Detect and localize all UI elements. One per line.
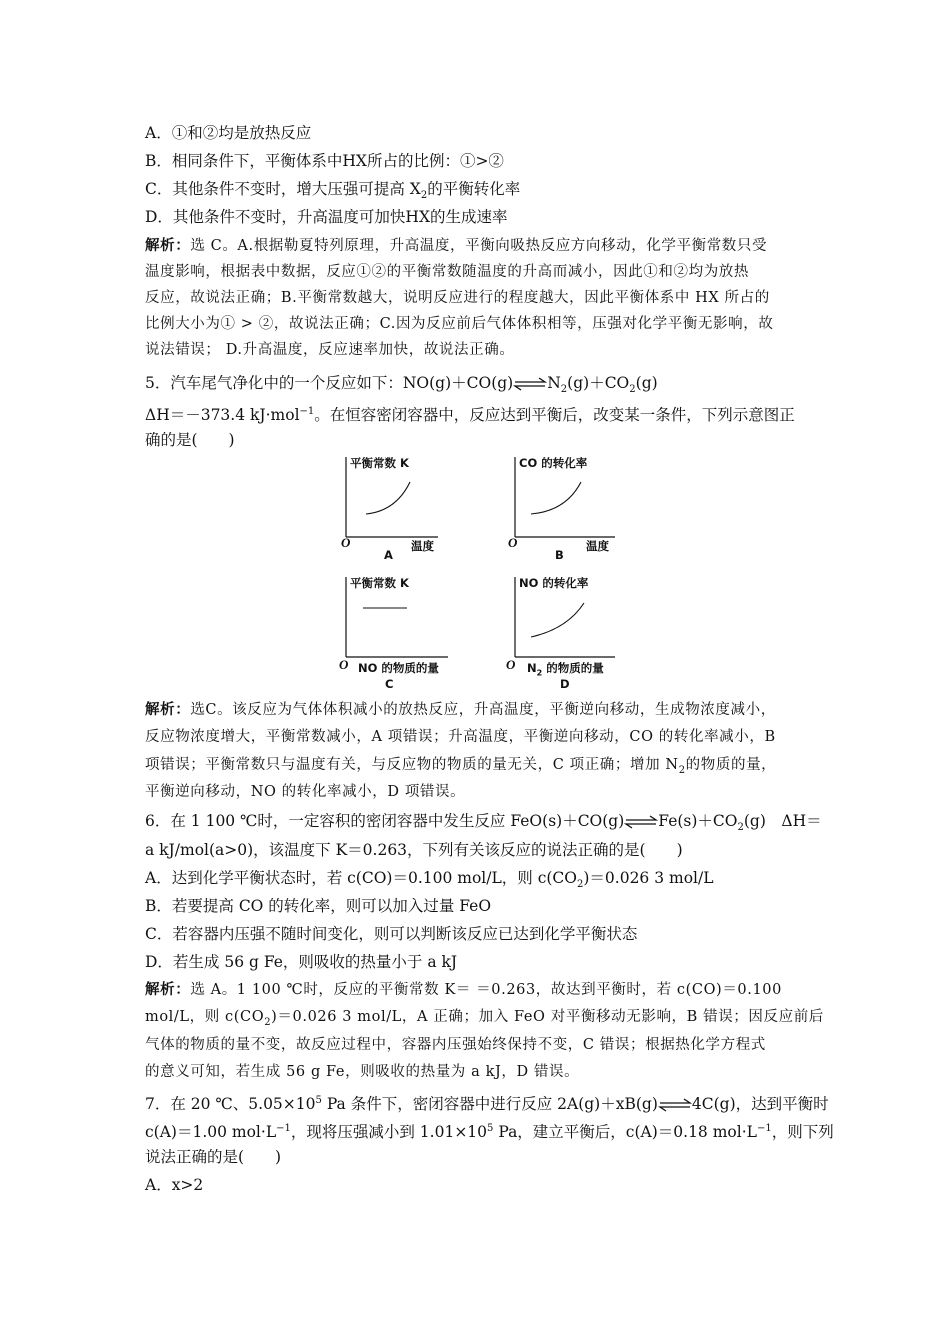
- q4-analysis-line: 比例大小为① > ②，故说法正确；C.因为反应前后气体体积相等，压强对化学平衡无影响，故: [145, 316, 774, 332]
- q5-analysis-line: 反应物浓度增大，平衡常数减小，A 项错误；升高温度，平衡逆向移动，CO 的转化率减小，B: [145, 729, 776, 745]
- q6-option-c: C．若容器内压强不随时间变化，则可以判断该反应已达到化学平衡状态: [145, 925, 638, 943]
- q7-stem-line: c(A)＝1.00 $mol\cdot L^{-1}$，现将压强减小到 $1.01\times 10^5$ Pa，建立平衡后，c(A)＝0.18 $mol\cdot L^{-1}$，则下列: [145, 1123, 834, 1142]
- equilibrium-arrow-icon: [658, 1098, 692, 1112]
- figure-letter: C: [385, 677, 394, 691]
- q6-stem-line: a kJ/mol(a>0)，该温度下 K＝0.263，下列有关该反应的说法正确的是( ): [145, 841, 683, 859]
- q6-analysis-line: 的意义可知，若生成 56 g Fe，则吸收的热量为 a kJ，D 错误。: [145, 1064, 580, 1080]
- q4-analysis-line: 解析：选 C。A.根据勒夏特列原理，升高温度，平衡向吸热反应方向移动，化学平衡常数只受: [145, 237, 768, 254]
- curve-increasing: [366, 482, 410, 514]
- q6-option-a: A．达到化学平衡状态时，若 c(CO)＝0.100 mol/L，则 $c(CO_2)=0.026$ 3 mol/L: [145, 869, 714, 891]
- y-axis-label: CO 的转化率: [519, 456, 588, 470]
- q6-analysis-line: 解析：选 A。1 100 ℃时，反应的平衡常数 K＝ ＝0.263，故达到平衡时，若 c(CO)＝0.100: [145, 981, 782, 998]
- q4-option-a: A．①和②均是放热反应: [145, 124, 312, 142]
- q6-analysis-line: mol/L，则 $c(CO_2)=0.026$ 3 mol/L，A 正确；加入 FeO 对平衡移动无影响，B 错误；因反应前后: [145, 1009, 824, 1028]
- y-axis-label: 平衡常数 K: [350, 456, 409, 470]
- q6-analysis-line: 气体的物质的量不变，故反应过程中，容器内压强始终保持不变，C 错误；根据热化学方程式: [145, 1037, 766, 1053]
- q5-stem-line: ΔH＝－373.4 kJ·mol$^{-1}$。在恒容密闭容器中，反应达到平衡后，改变某一条件，下列示意图正: [145, 406, 795, 425]
- y-axis-label: 平衡常数 K: [350, 576, 409, 590]
- x-axis-label: $N_2$ 的物质的量: [527, 661, 604, 678]
- analysis-label: 解析：: [145, 237, 191, 254]
- figure-letter: B: [555, 548, 564, 562]
- figure-letter: D: [560, 677, 570, 691]
- q4-option-b: B．相同条件下，平衡体系中HX所占的比例：①>②: [145, 152, 504, 170]
- x-axis-label: NO 的物质的量: [358, 661, 439, 675]
- figure-d: [505, 575, 625, 689]
- curve-increasing: [531, 603, 584, 637]
- origin-label: O: [341, 535, 351, 550]
- q5-analysis-line: 解析：选C。该反应为气体体积减小的放热反应，升高温度，平衡逆向移动，生成物浓度减小，: [145, 701, 776, 718]
- q4-option-c: C．其他条件不变时，增大压强可提高 $X_2$的平衡转化率: [145, 180, 521, 202]
- analysis-label: 解析：: [145, 701, 191, 718]
- q5-analysis-line: 平衡逆向移动，NO 的转化率减小，D 项错误。: [145, 784, 466, 800]
- figure-a: [338, 455, 448, 564]
- q4-analysis-line: 说法错误； D.升高温度，反应速率加快，故说法正确。: [145, 342, 515, 358]
- x-axis-label: 温度: [411, 539, 434, 553]
- q6-option-b: B．若要提高 CO 的转化率，则可以加入过量 FeO: [145, 897, 492, 915]
- y-axis-label: NO 的转化率: [519, 576, 589, 590]
- q6-stem-line: 6．在 1 100 ℃时，一定容积的密闭容器中发生反应 FeO(s)＋CO(g) $Fe(s)+CO_2(g)$ ΔH＝: [145, 812, 822, 834]
- q5-stem-line: 确的是( ): [145, 431, 235, 449]
- analysis-label: 解析：: [145, 981, 191, 998]
- curve-increasing: [531, 482, 581, 514]
- origin-label: O: [506, 657, 516, 672]
- q5-stem-line: 5．汽车尾气净化中的一个反应如下：NO(g)＋CO(g) $N_2(g)+CO_2(g)$: [145, 374, 658, 396]
- q4-analysis-line: 反应，故说法正确；B.平衡常数越大，说明反应进行的程度越大，因此平衡体系中 HX 所占的: [145, 290, 770, 306]
- q7-stem-line: 说法正确的是( ): [145, 1148, 282, 1166]
- q7-stem-line: 7．在 20 ℃、$5.05\times 10^5$ Pa 条件下，密闭容器中进行反应 2A(g)＋xB(g) 4C(g)，达到平衡时: [145, 1095, 829, 1114]
- figure-b: [505, 455, 625, 564]
- origin-label: O: [508, 535, 518, 550]
- figure-letter: A: [384, 548, 393, 562]
- q4-analysis-line: 温度影响，根据表中数据，反应①②的平衡常数随温度的升高而减小，因此①和②均为放热: [145, 264, 749, 280]
- q6-option-d: D．若生成 56 g Fe，则吸收的热量小于 a kJ: [145, 953, 458, 971]
- q4-option-d: D．其他条件不变时，升高温度可加快HX的生成速率: [145, 208, 508, 226]
- x-axis-label: 温度: [586, 539, 609, 553]
- figure-c: [338, 575, 458, 689]
- q5-analysis-line: 项错误；平衡常数只与温度有关，与反应物的物质的量无关，C 项正确；增加 $N_2$的物质的量，: [145, 757, 777, 776]
- equilibrium-arrow-icon: [624, 815, 658, 829]
- equilibrium-arrow-icon: [513, 377, 547, 391]
- q7-option-a: A．x>2: [145, 1176, 204, 1194]
- origin-label: O: [339, 657, 349, 672]
